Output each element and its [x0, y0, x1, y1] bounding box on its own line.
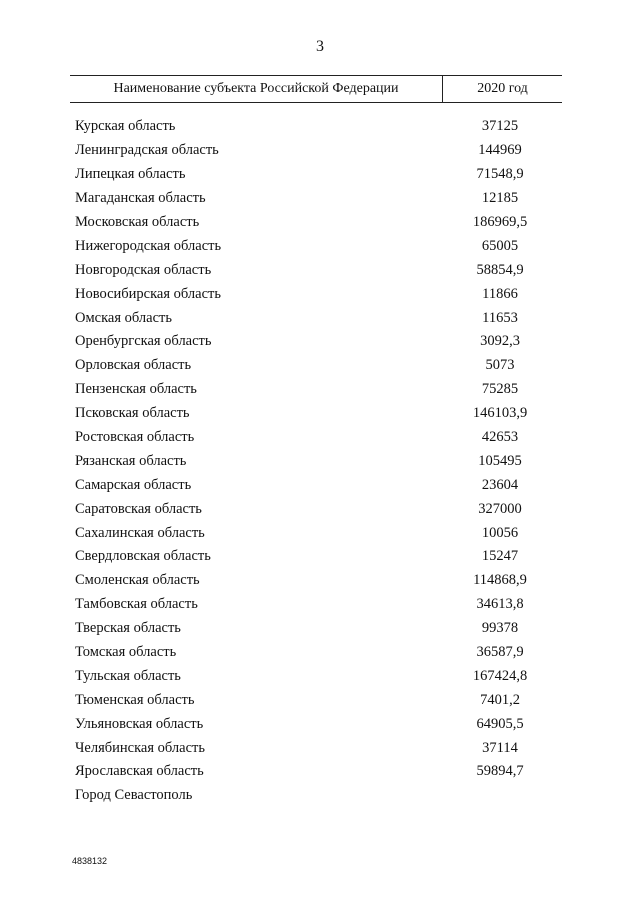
table-row — [75, 426, 555, 450]
region-name: Тамбовская область — [75, 596, 198, 613]
region-value: 10056 — [481, 524, 519, 541]
region-value: 37125 — [481, 118, 519, 135]
region-name: Ленинградская область — [75, 142, 219, 159]
region-name: Псковская область — [75, 405, 190, 422]
region-value: 64905,5 — [476, 715, 524, 732]
column-header-name: Наименование субъекта Российской Федерации — [70, 76, 443, 102]
region-value: 36587,9 — [476, 644, 524, 661]
table-row — [75, 306, 555, 330]
region-name: Нижегородская область — [75, 237, 222, 254]
region-value: 11866 — [482, 285, 518, 302]
table-row — [75, 688, 555, 712]
region-name: Томская область — [75, 644, 177, 661]
region-value: 327000 — [478, 500, 522, 517]
table-row — [75, 497, 555, 521]
document-code: 4838132 — [72, 856, 108, 866]
region-name: Пензенская область — [75, 381, 197, 398]
region-name: Тюменская область — [75, 691, 195, 708]
region-name: Ростовская область — [75, 429, 195, 446]
region-value: 37114 — [482, 739, 518, 756]
region-value: 23604 — [481, 476, 519, 493]
region-name: Самарская область — [75, 476, 192, 493]
region-value: 42653 — [481, 429, 519, 446]
table-row — [75, 473, 555, 497]
table-row — [75, 569, 555, 593]
region-name: Тульская область — [75, 667, 181, 684]
region-name: Тверская область — [75, 620, 181, 637]
region-value: 144969 — [478, 142, 522, 159]
table-header — [70, 75, 562, 103]
region-value: 71548,9 — [476, 166, 524, 183]
page-number-text: 3 — [316, 38, 324, 55]
table-row — [75, 784, 555, 808]
region-value: 34613,8 — [476, 596, 524, 613]
page-number — [0, 38, 640, 56]
region-name: Омская область — [75, 309, 172, 326]
table-row — [75, 545, 555, 569]
column-header-year: 2020 год — [477, 81, 528, 96]
table-row — [75, 449, 555, 473]
table-row — [75, 378, 555, 402]
table-row — [75, 354, 555, 378]
region-value: 58854,9 — [476, 261, 524, 278]
region-value: 75285 — [481, 381, 519, 398]
table-row — [75, 115, 555, 139]
table-row — [75, 402, 555, 426]
region-value: 146103,9 — [472, 405, 528, 422]
region-value: 114868,9 — [473, 572, 527, 589]
table-body — [75, 115, 555, 808]
table-row — [75, 641, 555, 665]
region-name: Ульяновская область — [75, 715, 204, 732]
table-row — [75, 664, 555, 688]
table-row — [75, 282, 555, 306]
region-name: Челябинская область — [75, 739, 205, 756]
region-name: Саратовская область — [75, 500, 202, 517]
region-name: Орловская область — [75, 357, 192, 374]
region-name: Смоленская область — [75, 572, 200, 589]
region-name: Новосибирская область — [75, 285, 221, 302]
region-name: Рязанская область — [75, 452, 187, 469]
table-row — [75, 187, 555, 211]
table-row — [75, 593, 555, 617]
region-name: Свердловская область — [75, 548, 211, 565]
region-value: 3092,3 — [480, 333, 520, 350]
region-value: 186969,5 — [472, 214, 528, 230]
region-value: 167424,8 — [472, 667, 528, 684]
region-name: Ярославская область — [75, 763, 204, 780]
region-name: Липецкая область — [75, 166, 186, 183]
region-value: 15247 — [481, 548, 519, 565]
table-row — [75, 139, 555, 163]
region-name: Московская область — [75, 214, 200, 230]
table-row — [75, 330, 555, 354]
table-row — [75, 258, 555, 282]
region-value: 11653 — [482, 309, 518, 326]
table-row — [75, 234, 555, 258]
region-name: Сахалинская область — [75, 524, 205, 541]
region-value: 5073 — [485, 357, 515, 374]
region-name: Курская область — [75, 118, 176, 135]
table-row — [75, 760, 555, 784]
table-row — [75, 736, 555, 760]
region-name: Оренбургская область — [75, 333, 212, 350]
table-row — [75, 211, 555, 235]
table-row — [75, 521, 555, 545]
region-value: 59894,7 — [476, 763, 524, 780]
region-value: 99378 — [481, 620, 519, 637]
region-name: Новгородская область — [75, 261, 212, 278]
region-value: 65005 — [481, 237, 519, 254]
region-value: 7401,2 — [480, 691, 520, 708]
table-row — [75, 163, 555, 187]
table-row — [75, 617, 555, 641]
region-value: 105495 — [478, 452, 522, 469]
table-row — [75, 712, 555, 736]
region-value: 12185 — [481, 190, 519, 207]
region-name: Магаданская область — [75, 190, 206, 207]
region-name: Город Севастополь — [75, 787, 193, 804]
